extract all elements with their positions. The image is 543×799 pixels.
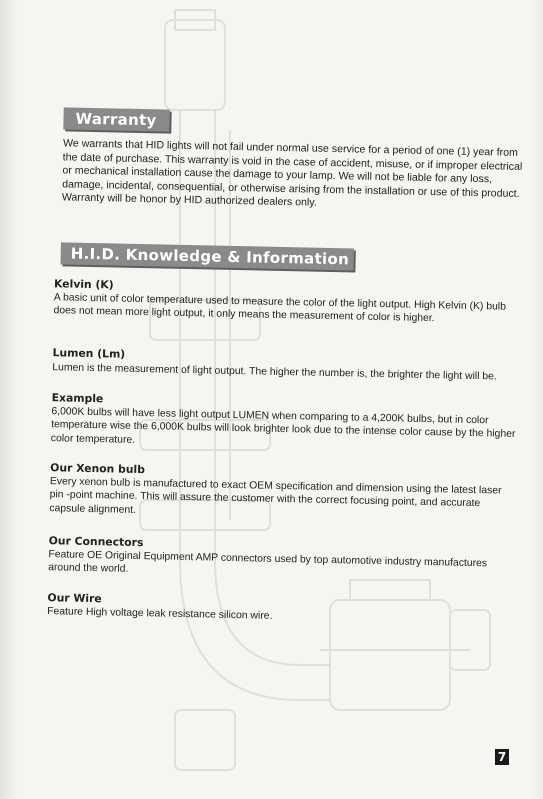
lumen-heading: Lumen (Lm) — [52, 346, 126, 361]
hid-knowledge-heading: H.I.D. Knowledge & Information — [60, 242, 353, 270]
warranty-text: We warrants that HID lights will not fail under normal use service for a period of one (1) year from the date of purchase. This warranty is void in the case of accident, misuse, or if improper electrical or mechanical installation cause the damage to your lamp. We will not be liable for any loss, damage, incidental, consequential, or otherwise arising from the installation or use of this product. Warranty will be honor by HID authorized dealers only. — [61, 137, 523, 210]
page-number: 7 — [495, 749, 509, 765]
example-text: 6,000K bulbs will have less light output LUMEN when comparing to a 4,200K bulbs, but in color temperature wise the 6,000K bulbs will look brighter look due to the intense color cause by the higher color temperature. — [50, 406, 516, 446]
wire-heading: Our Wire — [47, 591, 102, 606]
kelvin-heading: Kelvin (K) — [53, 277, 114, 292]
connectors-text: Feature OE Original Equipment AMP connectors used by top automotive industry manufactures around the world. — [47, 549, 488, 576]
kelvin-text: A basic unit of color temperature used to measure the color of the light output. High Kelvin (K) bulb does not mean more light output, it only means the measurement of color is higher. — [53, 292, 507, 325]
xenon-bulb-text: Every xenon bulb is manufactured to exact OEM specification and dimension using the latest laser pin -point machine. This will assure the customer with the correct focusing point, and accurate capsule alignment. — [49, 476, 502, 516]
wire-text: Feature High voltage leak resistance silicon wire. — [47, 606, 273, 622]
xenon-bulb-heading: Our Xenon bulb — [50, 461, 146, 477]
example-heading: Example — [51, 391, 104, 406]
lumen-text: Lumen is the measurement of light output. The higher the number is, the brighter the light will be. — [52, 362, 497, 383]
warranty-heading: Warranty — [63, 107, 169, 131]
connectors-heading: Our Connectors — [48, 534, 144, 550]
